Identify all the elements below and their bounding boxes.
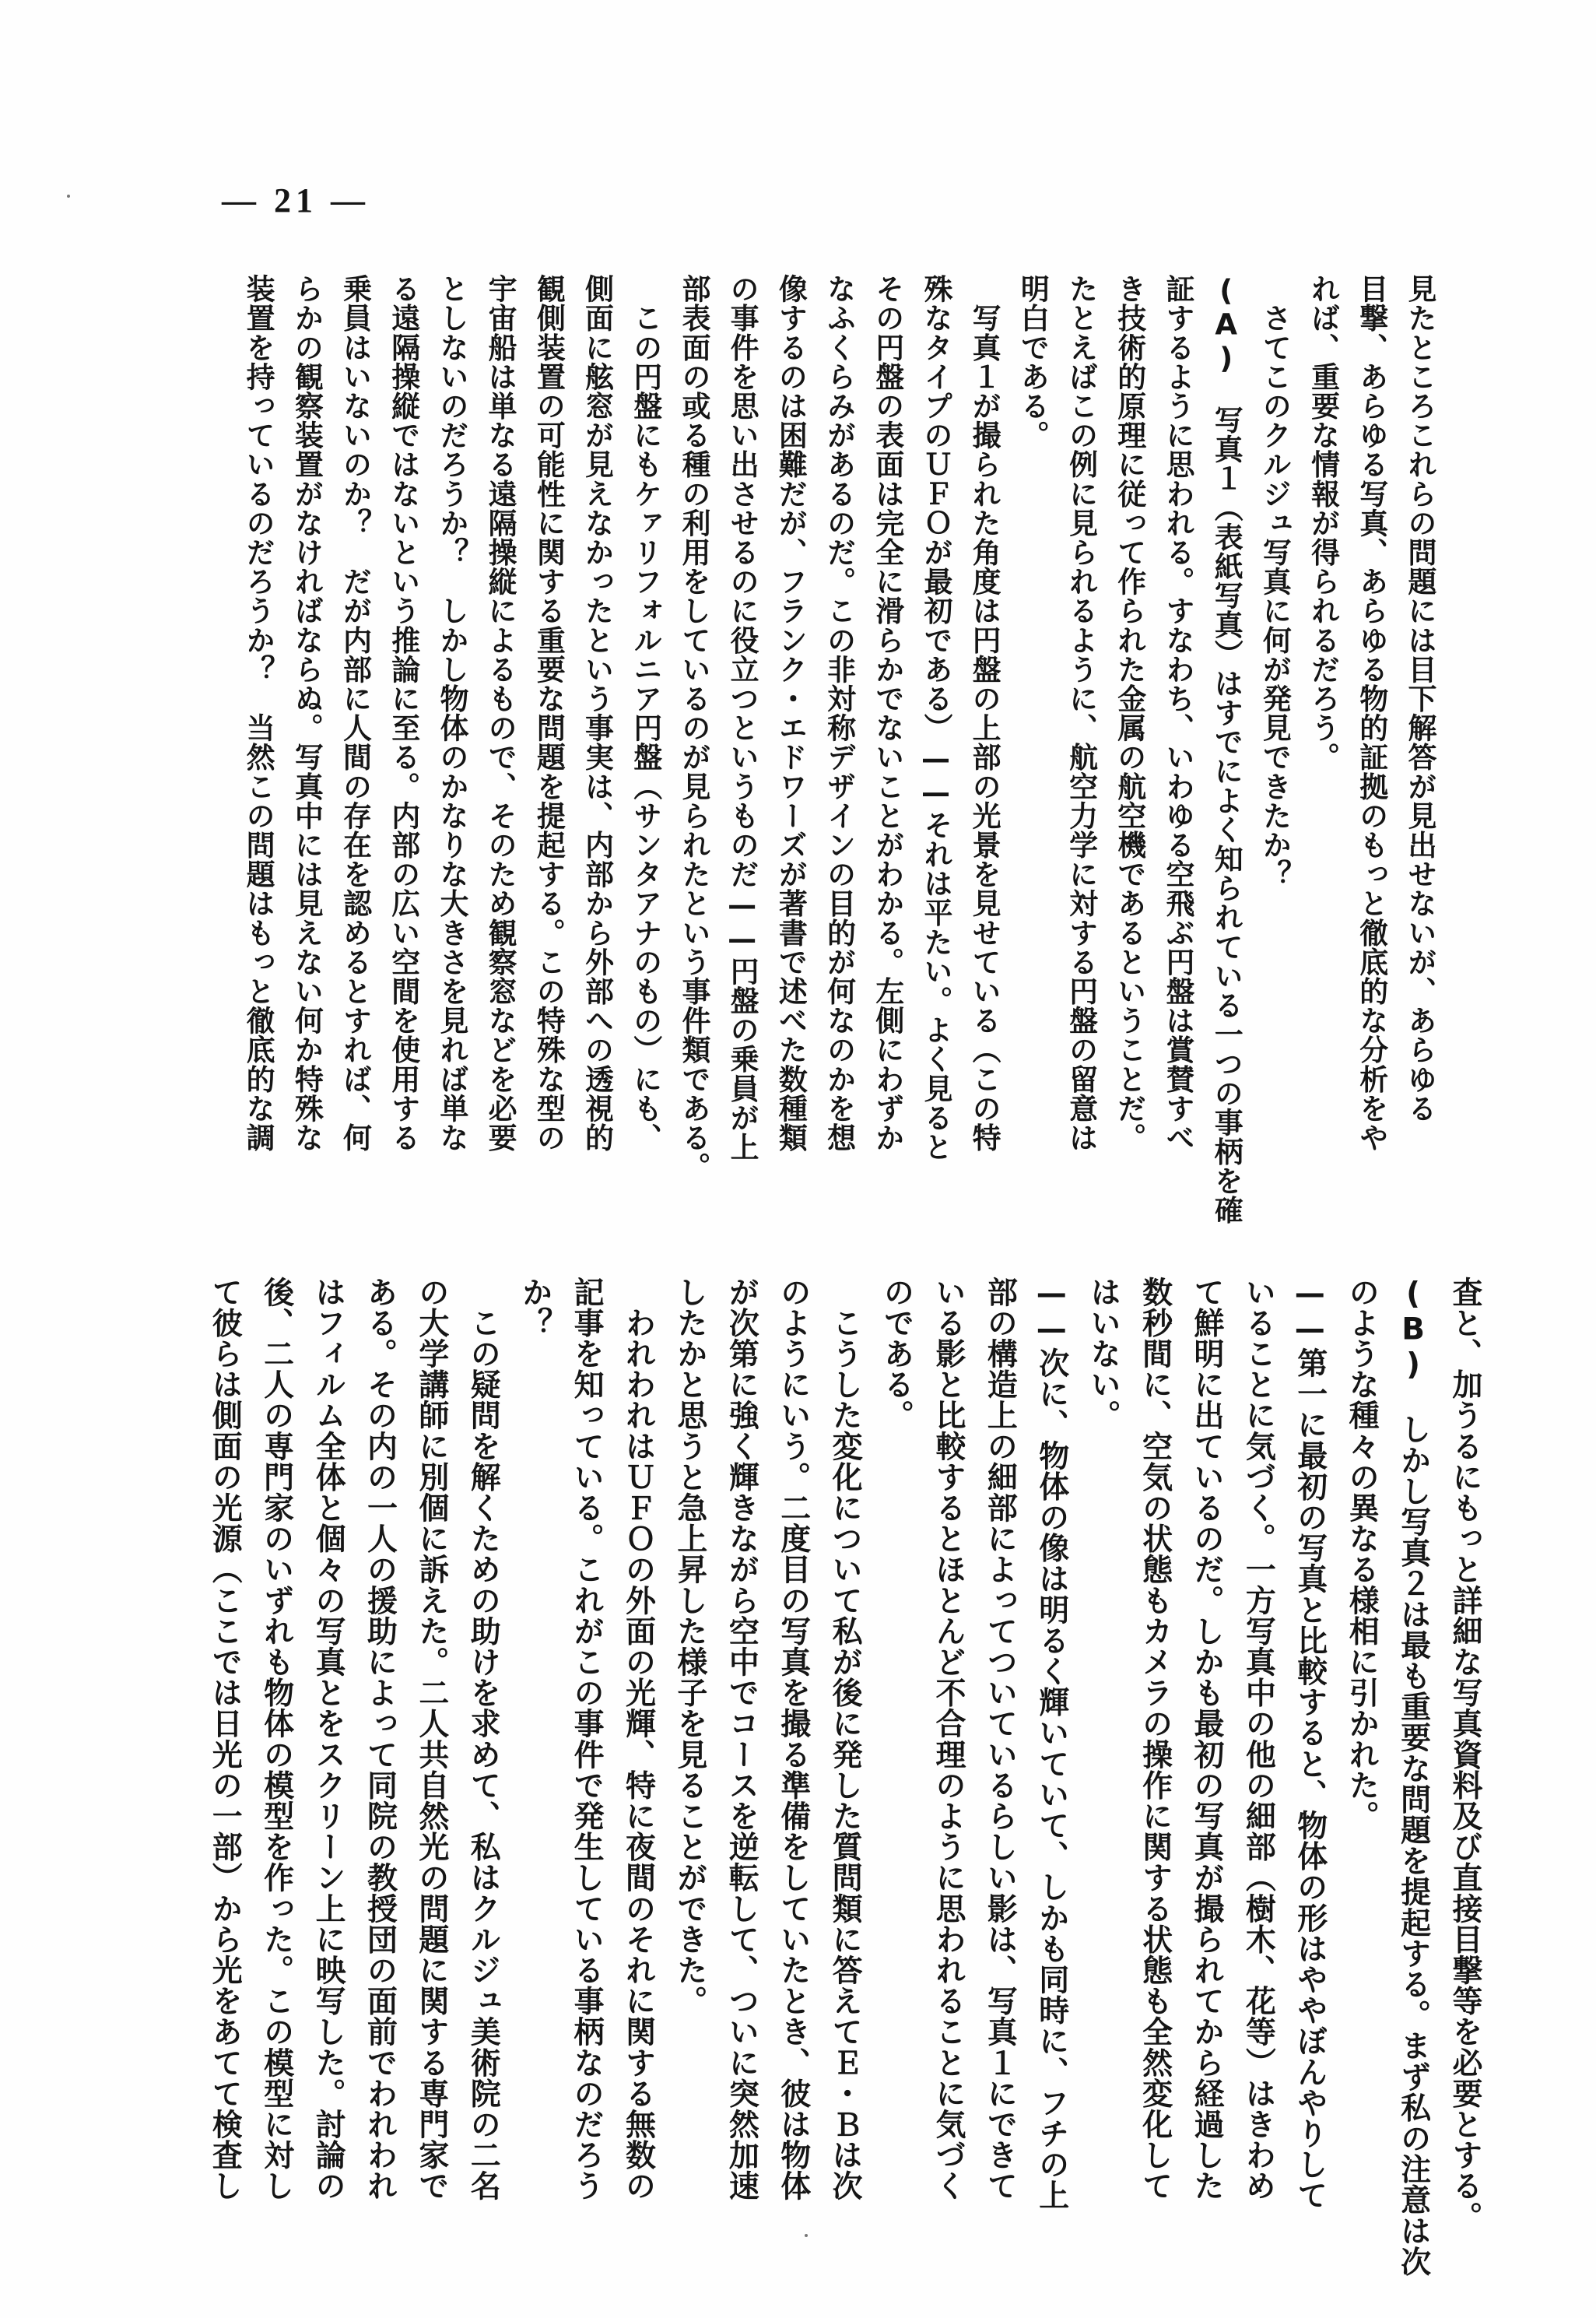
lower-text-line: のである。 bbox=[879, 1277, 914, 1431]
lower-text-line: はフィルム全体と個々の写真とをスクリーン上に映写した。討論の bbox=[310, 1277, 346, 2201]
lower-text-line: ある。その内の一人の援助によって同院の教授団の面前でわれわれ bbox=[362, 1277, 398, 2201]
upper-text-line: この円盤にもケァリフォルニア円盤（サンタアナのもの）にも、 bbox=[628, 274, 662, 1152]
upper-text-line: 側面に舷窓が見えなかったという事実は、内部から外部への透視的 bbox=[580, 274, 614, 1152]
lower-text-line: いる影と比較するとほとんど不合理のように思われることに気づく bbox=[930, 1277, 966, 2201]
upper-text-line: 乗員はいないのか？ だが内部に人間の存在を認めるとすれば、何 bbox=[338, 274, 372, 1152]
lower-text-line: われわれはＵＦＯの外面の光輝、特に夜間のそれに関する無数の bbox=[620, 1277, 656, 2201]
lower-text-line: て鮮明に出ているのだ。しかも最初の写真が撮られてから経過した bbox=[1188, 1277, 1224, 2201]
upper-text-line: き技術的原理に従って作られた金属の航空機であるということだ。 bbox=[1112, 274, 1146, 1152]
paper-speck bbox=[805, 2234, 808, 2237]
lower-text-line: の大学講師に別個に訴えた。二人共自然光の問題に関する専門家で bbox=[413, 1277, 449, 2201]
upper-text-line: らかの観察装置がなければならぬ。写真中には見えない何か特殊な bbox=[289, 274, 324, 1152]
paper-speck bbox=[67, 195, 70, 198]
upper-text-line: (A) 写真１（表紙写真）はすでによく知られている一つの事柄を確 bbox=[1209, 274, 1243, 1225]
upper-text-line: 写真１が撮られた角度は円盤の上部の光景を見せている（この特 bbox=[967, 274, 1001, 1152]
upper-text-line: る遠隔操縦ではないという推論に至る。内部の広い空間を使用する bbox=[386, 274, 420, 1152]
lower-text-line: 査と、加うるにもっと詳細な写真資料及び直接目撃等を必要とする。 bbox=[1447, 1277, 1482, 2232]
upper-text-line: 証するように思われる。すなわち、いわゆる空飛ぶ円盤は賞賛すべ bbox=[1160, 274, 1194, 1152]
upper-text-line: 明白である。 bbox=[1015, 274, 1050, 450]
lower-text-line: 部の構造上の細部によってついているらしい影は、写真１にできて bbox=[982, 1277, 1018, 2201]
lower-text-line: 後、二人の専門家のいずれも物体の模型を作った。この模型に対し bbox=[258, 1277, 294, 2201]
upper-text-line: なふくらみがあるのだ。この非対称デザインの目的が何なのかを想 bbox=[822, 274, 856, 1152]
upper-text-line: れば、重要な情報が得られるだろう。 bbox=[1306, 274, 1340, 772]
upper-text-line: としないのだろうか？ しかし物体のかなりな大きさを見れば単な bbox=[434, 274, 468, 1152]
lower-text-line: のようにいう。二度目の写真を撮る準備をしていたとき、彼は物体 bbox=[775, 1277, 811, 2201]
lower-text-line: この疑問を解くための助けを求めて、私はクルジュ美術院の二名 bbox=[465, 1277, 501, 2201]
upper-text-line: たとえばこの例に見られるように、航空力学に対する円盤の留意は bbox=[1064, 274, 1098, 1152]
upper-text-line: さてこのクルジュ写真に何が発見できたか？ bbox=[1258, 274, 1292, 889]
upper-text-line: 目撃、あらゆる写真、あらゆる物的証拠のもっと徹底的な分析をや bbox=[1354, 274, 1388, 1152]
upper-text-line: 殊なタイプのＵＦＯが最初である）——それは平たい。よく見ると bbox=[918, 274, 952, 1161]
upper-text-line: 装置を持っているのだろうか？ 当然この問題はもっと徹底的な調 bbox=[241, 274, 275, 1152]
upper-text-line: 見たところこれらの問題には目下解答が見出せないが、あらゆる bbox=[1403, 274, 1436, 1123]
page-number: — 21 — bbox=[222, 181, 370, 220]
upper-text-line: の事件を思い出させるのに役立つというものだ——円盤の乗員が上 bbox=[725, 274, 759, 1161]
lower-text-line: か？ bbox=[517, 1277, 552, 1339]
lower-text-line: (B) しかし写真２は最も重要な問題を提起する。まず私の注意は次 bbox=[1395, 1277, 1431, 2278]
lower-text-block bbox=[198, 1277, 1490, 2281]
upper-text-line: 観側装置の可能性に関する重要な問題を提起する。この特殊な型の bbox=[531, 274, 566, 1152]
lower-text-line: て彼らは側面の光源（ここでは日光の一部）から光をあてて検査し bbox=[207, 1277, 243, 2201]
lower-text-line: いることに気づく。一方写真中の他の細部（樹木、花等）はきわめ bbox=[1240, 1277, 1276, 2201]
lower-text-line: 数秒間に、空気の状態もカメラの操作に関する状態も全然変化して bbox=[1137, 1277, 1173, 2201]
lower-text-line: ——第一に最初の写真と比較すると、物体の形はややぼんやりして bbox=[1292, 1277, 1328, 2211]
upper-text-line: その円盤の表面は完全に滑らかでないことがわかる。左側にわずか bbox=[870, 274, 904, 1152]
lower-text-line: はいない。 bbox=[1086, 1277, 1121, 1431]
upper-text-line: 部表面の或る種の利用をしているのが見られたという事件類である。 bbox=[676, 274, 710, 1182]
lower-text-line: ——次に、物体の像は明るく輝いていて、しかも同時に、フチの上 bbox=[1033, 1277, 1069, 2211]
upper-text-block bbox=[233, 274, 1443, 1235]
lower-text-line: のような種々の異なる様相に引かれた。 bbox=[1344, 1277, 1380, 1832]
upper-text-line: 宇宙船は単なる遠隔操縦によるもので、そのため観察窓などを必要 bbox=[483, 274, 517, 1152]
lower-text-line: が次第に強く輝きながら空中でコースを逆転して、ついに突然加速 bbox=[724, 1277, 759, 2201]
lower-text-line: こうした変化について私が後に発した質問類に答えてＥ・Ｂは次 bbox=[827, 1277, 863, 2201]
lower-text-line: 記事を知っている。これがこの事件で発生している事柄なのだろう bbox=[569, 1277, 605, 2201]
upper-text-line: 像するのは困難だが、フランク・エドワーズが著書で述べた数種類 bbox=[773, 274, 808, 1152]
lower-text-line: したかと思うと急上昇した様子を見ることができた。 bbox=[672, 1277, 707, 2017]
